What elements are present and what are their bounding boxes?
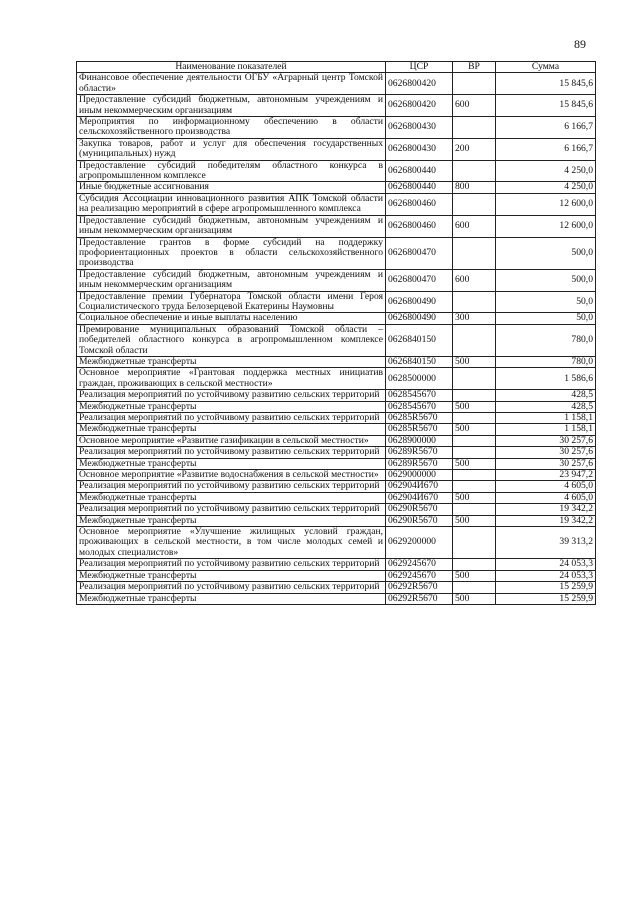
row-vr-cell: 500 — [453, 401, 496, 412]
row-csr-cell: 0626800440 — [386, 160, 453, 182]
row-csr-cell: 0628900000 — [386, 435, 453, 446]
row-sum-cell: 1 158,1 — [496, 424, 596, 435]
row-sum-cell: 15 259,9 — [496, 582, 596, 593]
row-sum-cell: 1 586,6 — [496, 368, 596, 390]
row-csr-cell: 0626800420 — [386, 95, 453, 117]
row-name-cell: Межбюджетные трансферты — [77, 458, 386, 469]
row-sum-cell: 12 600,0 — [496, 193, 596, 215]
table-row — [77, 356, 596, 367]
table-row — [77, 73, 596, 95]
row-vr-cell: 500 — [453, 424, 496, 435]
page-number: 89 — [574, 37, 586, 51]
row-name-cell: Реализация мероприятий по устойчивому развитию сельских территорий — [77, 559, 386, 570]
row-sum-cell: 50,0 — [496, 291, 596, 313]
row-name-cell: Межбюджетные трансферты — [77, 570, 386, 581]
row-vr-cell — [453, 481, 496, 492]
row-sum-cell: 6 166,7 — [496, 117, 596, 139]
row-sum-cell: 24 053,3 — [496, 570, 596, 581]
row-csr-cell: 0629000000 — [386, 470, 453, 481]
row-vr-cell — [453, 413, 496, 424]
row-name-cell: Мероприятия по информационному обеспечению в области сельскохозяйственного производства — [77, 117, 386, 139]
row-vr-cell — [453, 504, 496, 515]
budget-table — [76, 61, 596, 605]
row-vr-cell — [453, 435, 496, 446]
row-name-cell: Предоставление субсидий победителям областного конкурса в агропромышленном комплексе — [77, 160, 386, 182]
table-row — [77, 447, 596, 458]
row-csr-cell: 0626800490 — [386, 291, 453, 313]
table-row — [77, 481, 596, 492]
row-csr-cell: 0626840150 — [386, 324, 453, 356]
table-row — [77, 470, 596, 481]
row-name-cell: Реализация мероприятий по устойчивому развитию сельских территорий — [77, 413, 386, 424]
row-csr-cell: 0626800460 — [386, 193, 453, 215]
row-name-cell: Премирование муниципальных образований Томской области – победителей областного конкурса в агропромышленном комплексе Томской области — [77, 324, 386, 356]
table-row — [77, 559, 596, 570]
row-sum-cell: 30 257,6 — [496, 458, 596, 469]
table-row — [77, 368, 596, 390]
row-vr-cell: 500 — [453, 356, 496, 367]
row-csr-cell: 06290R5670 — [386, 504, 453, 515]
row-sum-cell: 23 947,2 — [496, 470, 596, 481]
row-vr-cell: 600 — [453, 215, 496, 237]
row-vr-cell — [453, 470, 496, 481]
row-csr-cell: 06289R5670 — [386, 458, 453, 469]
row-vr-cell: 500 — [453, 593, 496, 604]
row-vr-cell — [453, 582, 496, 593]
row-name-cell: Межбюджетные трансферты — [77, 492, 386, 503]
table-row — [77, 117, 596, 139]
row-csr-cell: 0629245670 — [386, 570, 453, 581]
table-row — [77, 291, 596, 313]
row-name-cell: Межбюджетные трансферты — [77, 356, 386, 367]
table-row — [77, 390, 596, 401]
row-csr-cell: 0626800440 — [386, 182, 453, 193]
row-name-cell: Предоставление субсидий бюджетным, автономным учреждениям и иным некоммерческим организациям — [77, 215, 386, 237]
row-csr-cell: 0626800430 — [386, 138, 453, 160]
row-csr-cell: 06292R5670 — [386, 582, 453, 593]
row-vr-cell — [453, 324, 496, 356]
header-csr: ЦСР — [386, 62, 453, 73]
row-csr-cell: 0626800430 — [386, 117, 453, 139]
row-sum-cell: 19 342,2 — [496, 504, 596, 515]
row-name-cell: Закупка товаров, работ и услуг для обеспечения государственных (муниципальных) нужд — [77, 138, 386, 160]
row-name-cell: Межбюджетные трансферты — [77, 593, 386, 604]
table-body — [77, 73, 596, 605]
table-row — [77, 193, 596, 215]
row-vr-cell — [453, 117, 496, 139]
row-sum-cell: 30 257,6 — [496, 447, 596, 458]
table-row — [77, 504, 596, 515]
table-row — [77, 527, 596, 559]
row-vr-cell: 500 — [453, 458, 496, 469]
row-sum-cell: 15 845,6 — [496, 73, 596, 95]
row-csr-cell: 06292R5670 — [386, 593, 453, 604]
row-name-cell: Реализация мероприятий по устойчивому развитию сельских территорий — [77, 504, 386, 515]
table-row — [77, 215, 596, 237]
table-row — [77, 492, 596, 503]
row-name-cell: Финансовое обеспечение деятельности ОГБУ «Аграрный центр Томской области» — [77, 73, 386, 95]
table-row — [77, 582, 596, 593]
row-vr-cell: 500 — [453, 492, 496, 503]
table-row — [77, 182, 596, 193]
row-sum-cell: 50,0 — [496, 313, 596, 324]
header-name: Наименование показателей — [77, 62, 386, 73]
row-csr-cell: 0626800490 — [386, 313, 453, 324]
row-csr-cell: 062904И670 — [386, 481, 453, 492]
table-row — [77, 424, 596, 435]
table-row — [77, 313, 596, 324]
row-name-cell: Основное мероприятие «Развитие газификации в сельской местности» — [77, 435, 386, 446]
row-csr-cell: 06285R5670 — [386, 424, 453, 435]
row-csr-cell: 0626800460 — [386, 215, 453, 237]
row-sum-cell: 4 605,0 — [496, 481, 596, 492]
row-vr-cell: 600 — [453, 95, 496, 117]
row-vr-cell — [453, 527, 496, 559]
row-name-cell: Предоставление субсидий бюджетным, автономным учреждениям и иным некоммерческим организациям — [77, 95, 386, 117]
table-row — [77, 160, 596, 182]
row-vr-cell — [453, 193, 496, 215]
row-name-cell: Предоставление грантов в форме субсидий на поддержку профориентационных проектов в области сельскохозяйственного производства — [77, 237, 386, 269]
row-vr-cell: 500 — [453, 515, 496, 526]
header-sum: Сумма — [496, 62, 596, 73]
row-csr-cell: 0629245670 — [386, 559, 453, 570]
row-csr-cell: 0628545670 — [386, 390, 453, 401]
row-name-cell: Иные бюджетные ассигнования — [77, 182, 386, 193]
row-sum-cell: 4 605,0 — [496, 492, 596, 503]
table-row — [77, 570, 596, 581]
table-row — [77, 269, 596, 291]
table-row — [77, 413, 596, 424]
table-row — [77, 435, 596, 446]
row-vr-cell: 500 — [453, 570, 496, 581]
row-csr-cell: 06290R5670 — [386, 515, 453, 526]
row-name-cell: Основное мероприятие «Улучшение жилищных условий граждан, проживающих в сельской местности, в том числе молодых семей и молодых специалистов» — [77, 527, 386, 559]
row-csr-cell: 06285R5670 — [386, 413, 453, 424]
table-row — [77, 237, 596, 269]
row-sum-cell: 780,0 — [496, 324, 596, 356]
table-row — [77, 593, 596, 604]
row-name-cell: Реализация мероприятий по устойчивому развитию сельских территорий — [77, 390, 386, 401]
row-name-cell: Субсидия Ассоциации инновационного развития АПК Томской области на реализацию мероприятий в сфере агропромышленного комплекса — [77, 193, 386, 215]
row-csr-cell: 0626800420 — [386, 73, 453, 95]
table-row — [77, 138, 596, 160]
table-row — [77, 95, 596, 117]
table-row — [77, 458, 596, 469]
row-csr-cell: 0626840150 — [386, 356, 453, 367]
row-csr-cell: 0629200000 — [386, 527, 453, 559]
row-name-cell: Межбюджетные трансферты — [77, 424, 386, 435]
row-sum-cell: 4 250,0 — [496, 182, 596, 193]
table-row — [77, 324, 596, 356]
row-vr-cell — [453, 447, 496, 458]
row-vr-cell — [453, 368, 496, 390]
table-row — [77, 401, 596, 412]
row-name-cell: Социальное обеспечение и иные выплаты населению — [77, 313, 386, 324]
row-sum-cell: 1 158,1 — [496, 413, 596, 424]
row-sum-cell: 780,0 — [496, 356, 596, 367]
row-sum-cell: 19 342,2 — [496, 515, 596, 526]
row-name-cell: Реализация мероприятий по устойчивому развитию сельских территорий — [77, 447, 386, 458]
row-sum-cell: 428,5 — [496, 401, 596, 412]
row-sum-cell: 15 845,6 — [496, 95, 596, 117]
row-vr-cell: 200 — [453, 138, 496, 160]
row-csr-cell: 0626800470 — [386, 237, 453, 269]
row-vr-cell — [453, 73, 496, 95]
row-sum-cell: 500,0 — [496, 269, 596, 291]
row-name-cell: Реализация мероприятий по устойчивому развитию сельских территорий — [77, 481, 386, 492]
row-name-cell: Межбюджетные трансферты — [77, 515, 386, 526]
row-csr-cell: 0626800470 — [386, 269, 453, 291]
row-csr-cell: 0628500000 — [386, 368, 453, 390]
row-vr-cell — [453, 390, 496, 401]
row-sum-cell: 428,5 — [496, 390, 596, 401]
header-vr: ВР — [453, 62, 496, 73]
row-vr-cell — [453, 291, 496, 313]
table-row — [77, 515, 596, 526]
row-sum-cell: 39 313,2 — [496, 527, 596, 559]
row-vr-cell — [453, 160, 496, 182]
row-vr-cell: 300 — [453, 313, 496, 324]
row-sum-cell: 4 250,0 — [496, 160, 596, 182]
table-header-row — [77, 62, 596, 73]
row-vr-cell: 600 — [453, 269, 496, 291]
row-vr-cell — [453, 237, 496, 269]
row-csr-cell: 062904И670 — [386, 492, 453, 503]
row-vr-cell — [453, 559, 496, 570]
row-name-cell: Предоставление субсидий бюджетным, автономным учреждениям и иным некоммерческим организациям — [77, 269, 386, 291]
row-name-cell: Основное мероприятие «Развитие водоснабжения в сельской местности» — [77, 470, 386, 481]
row-sum-cell: 6 166,7 — [496, 138, 596, 160]
row-sum-cell: 30 257,6 — [496, 435, 596, 446]
row-name-cell: Межбюджетные трансферты — [77, 401, 386, 412]
row-csr-cell: 06289R5670 — [386, 447, 453, 458]
row-csr-cell: 0628545670 — [386, 401, 453, 412]
row-name-cell: Основное мероприятие «Грантовая поддержка местных инициатив граждан, проживающих в сельской местности» — [77, 368, 386, 390]
row-name-cell: Реализация мероприятий по устойчивому развитию сельских территорий — [77, 582, 386, 593]
row-name-cell: Предоставление премии Губернатора Томской области имени Героя Социалистического труда Белозерцевой Екатерины Наумовны — [77, 291, 386, 313]
row-sum-cell: 500,0 — [496, 237, 596, 269]
row-vr-cell: 800 — [453, 182, 496, 193]
row-sum-cell: 24 053,3 — [496, 559, 596, 570]
row-sum-cell: 15 259,9 — [496, 593, 596, 604]
row-sum-cell: 12 600,0 — [496, 215, 596, 237]
